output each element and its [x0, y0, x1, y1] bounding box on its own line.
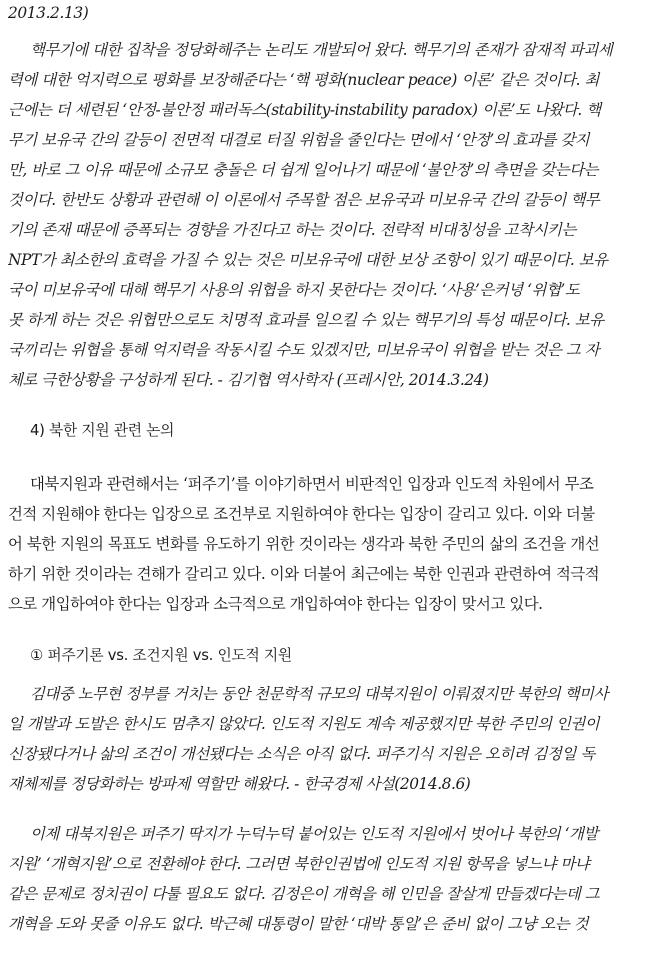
text-line: 대북지원과 관련해서는 ‘퍼주기’를 이야기하면서 비판적인 입장과 인도적 차원에서 무조 — [30, 475, 594, 493]
text-line: 같은 문제로 정치권이 다툴 필요도 없다. 김정은이 개혁을 해 인민을 잘살게 만들겠다는데 그 — [8, 885, 600, 903]
citation-fragment: 2013.2.13) — [8, 4, 89, 22]
quote-paragraph-hankyung — [8, 679, 646, 799]
subsection-heading-aid-types: ① 퍼주기론 vs. 조건지원 vs. 인도적 지원 — [30, 647, 292, 664]
quote-paragraph-nuclear — [8, 35, 646, 395]
body-paragraph-aid-debate — [8, 469, 646, 619]
text-line: 개혁을 도와 못줄 이유도 없다. 박근혜 대통령이 말한 ‘대박 통일’은 준비 없이 그냥 오는 것 — [8, 915, 589, 933]
text-line: 건적 지원해야 한다는 입장으로 조건부로 지원하여야 한다는 입장이 갈리고 있다. 이와 더불 — [8, 505, 595, 523]
quote-paragraph-reform-aid — [8, 819, 646, 939]
text-line: 력에 대한 억지력으로 평화를 보장해준다는 ‘핵 평화(nuclear peace) 이론’ 같은 것이다. 최 — [8, 71, 599, 89]
text-line: 만, 바로 그 이유 때문에 소규모 충돌은 더 쉽게 일어나기 때문에 ‘불안정’의 측면을 갖는다는 — [8, 161, 599, 179]
text-line: 것이다. 한반도 상황과 관련해 이 이론에서 주목할 점은 보유국과 미보유국 간의 갈등이 핵무 — [8, 191, 600, 209]
text-line: 무기 보유국 간의 갈등이 전면적 대결로 터질 위험을 줄인다는 면에서 ‘안정’의 효과를 갖지 — [8, 131, 590, 149]
text-line: 이제 대북지원은 퍼주기 딱지가 누덕누덕 붙어있는 인도적 지원에서 벗어나 북한의 ‘개발 — [30, 825, 598, 843]
text-line: 어 북한 지원의 목표도 변화를 유도하기 위한 것이라는 생각과 북한 주민의 삶의 조건을 개선 — [8, 535, 600, 553]
text-line: 기의 존재 때문에 증폭되는 경향을 가진다고 하는 것이다. 전략적 비대칭성을 고착시키는 — [8, 221, 576, 239]
text-line: 근에는 더 세련된 ‘안정-불안정 패러독스(stability-instability paradox) 이론’도 나왔다. 핵 — [8, 101, 601, 119]
text-line: 지원’ ‘개혁지원’으로 전환해야 한다. 그러면 북한인권법에 인도적 지원 항목을 넣느냐 마냐 — [8, 855, 590, 873]
section-heading-north-korea-aid: 4) 북한 지원 관련 논의 — [30, 422, 175, 439]
text-line: 하기 위한 것이라는 견해가 갈리고 있다. 이와 더불어 최근에는 북한 인권과 관련하여 적극적 — [8, 565, 600, 583]
text-line: 으로 개입하여야 한다는 입장과 소극적으로 개입하여야 한다는 입장이 맞서고 있다. — [8, 595, 543, 613]
text-line: 재체제를 정당화하는 방파제 역할만 해왔다. - 한국경제 사설(2014.8.6) — [8, 775, 471, 793]
text-line: 못 하게 하는 것은 위협만으로도 치명적 효과를 일으킬 수 있는 핵무기의 특성 때문이다. 보유 — [8, 311, 604, 329]
text-line: 김대중 노무현 정부를 거치는 동안 천문학적 규모의 대북지원이 이뤄졌지만 북한의 핵미사 — [30, 685, 608, 703]
text-line: 국끼리는 위협을 통해 억지력을 작동시킬 수도 있겠지만, 미보유국이 위협을 받는 것은 그 자 — [8, 341, 600, 359]
text-line: 핵무기에 대한 집착을 정당화해주는 논리도 개발되어 왔다. 핵무기의 존재가 잠재적 파괴세 — [30, 41, 613, 59]
text-line: 신장됐다거나 삶의 조건이 개선됐다는 소식은 아직 없다. 퍼주기식 지원은 오히려 김정일 독 — [8, 745, 595, 763]
text-line: NPT가 최소한의 효력을 가질 수 있는 것은 미보유국에 대한 보상 조항이 있기 때문이다. 보유 — [8, 251, 608, 269]
text-line: 체로 극한상황을 구성하게 된다. - 김기협 역사학자 (프레시안, 2014.3.24) — [8, 371, 489, 389]
text-line: 국이 미보유국에 대해 핵무기 사용의 위협을 하지 못한다는 것이다. ‘사용’은커녕 ‘위협’도 — [8, 281, 580, 299]
text-line: 일 개발과 도발은 한시도 멈추지 않았다. 인도적 지원도 계속 제공했지만 북한 주민의 인권이 — [8, 715, 600, 733]
